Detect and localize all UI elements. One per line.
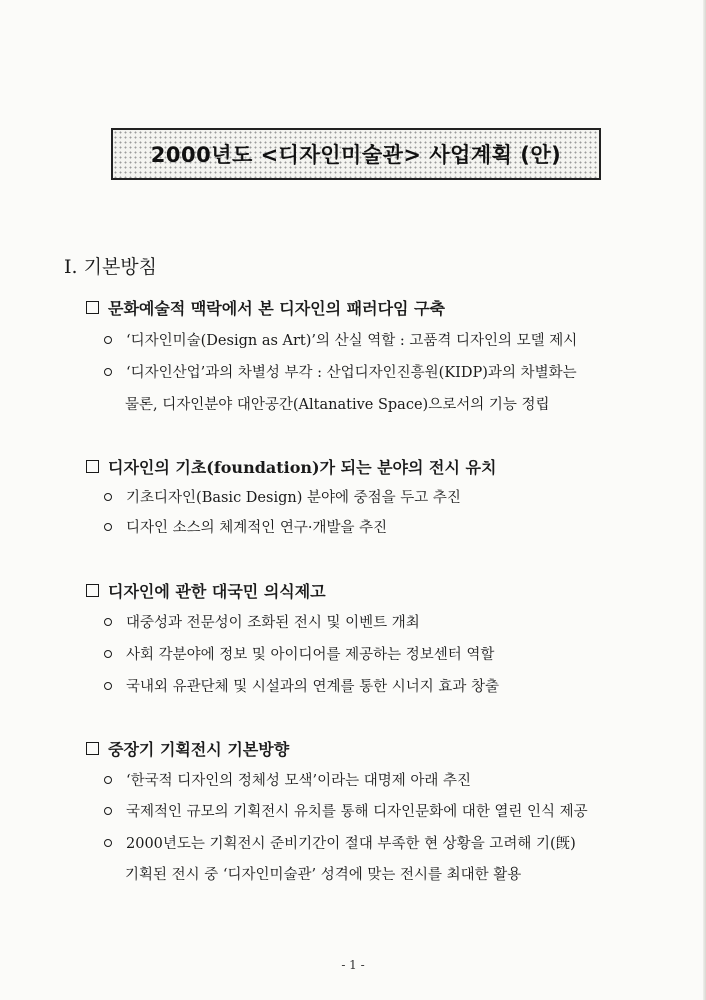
circle-bullet-icon (104, 776, 112, 784)
circle-bullet-icon (104, 368, 112, 376)
group-heading-3 (86, 579, 326, 602)
circle-bullet-icon (104, 618, 112, 626)
checkbox-square-icon (86, 584, 99, 597)
group-heading-1 (86, 296, 445, 319)
circle-bullet-icon (104, 336, 112, 344)
bullet-text: ‘디자인산업’과의 차별성 부각 : 산업디자인진흥원(KIDP)과의 차별화는 (126, 365, 577, 381)
bullet-item (104, 675, 499, 696)
checkbox-square-icon (86, 301, 99, 314)
page-number: - 1 - (341, 958, 365, 972)
bullet-item (104, 329, 577, 350)
bullet-text: 2000년도는 기획전시 준비기간이 절대 부족한 현 상황을 고려해 기(旣) (126, 836, 576, 852)
circle-bullet-icon (104, 682, 112, 690)
group-heading-text: 디자인의 기초(foundation)가 되는 분야의 전시 유치 (108, 458, 497, 477)
bullet-item (104, 486, 461, 507)
bullet-continuation: 물론, 디자인분야 대안공간(Altanative Space)으로서의 기능 정립 (125, 397, 550, 413)
bullet-item (104, 800, 588, 821)
bullet-item (104, 611, 420, 632)
circle-bullet-icon (104, 650, 112, 658)
bullet-item (104, 361, 577, 382)
bullet-text: ‘한국적 디자인의 정체성 모색’이라는 대명제 아래 추진 (126, 773, 472, 789)
bullet-item (104, 832, 576, 853)
circle-bullet-icon (104, 807, 112, 815)
bullet-text: 사회 각분야에 정보 및 아이디어를 제공하는 정보센터 역할 (126, 647, 495, 663)
bullet-text: 국내외 유관단체 및 시설과의 연계를 통한 시너지 효과 창출 (126, 679, 500, 695)
circle-bullet-icon (104, 839, 112, 847)
bullet-item (104, 643, 494, 664)
group-heading-text: 디자인에 관한 대국민 의식제고 (108, 582, 326, 601)
circle-bullet-icon (104, 493, 112, 501)
checkbox-square-icon (86, 460, 99, 473)
bullet-text: 대중성과 전문성이 조화된 전시 및 이벤트 개최 (126, 615, 420, 631)
checkbox-square-icon (86, 742, 99, 755)
section-heading: Ⅰ. 기본방침 (64, 256, 158, 278)
circle-bullet-icon (104, 523, 112, 531)
bullet-continuation: 기획된 전시 중 ‘디자인미술관’ 성격에 맞는 전시를 최대한 활용 (125, 867, 522, 883)
bullet-text: 디자인 소스의 체계적인 연구·개발을 추진 (126, 520, 388, 536)
bullet-item (104, 516, 387, 537)
group-heading-text: 문화예술적 맥락에서 본 디자인의 패러다임 구축 (108, 299, 445, 318)
bullet-item (104, 769, 471, 790)
bullet-text: 국제적인 규모의 기획전시 유치를 통해 디자인문화에 대한 열린 인식 제공 (126, 804, 588, 820)
title-box (111, 128, 601, 180)
bullet-text: ‘디자인미술(Design as Art)’의 산실 역할 : 고품격 디자인의 모델 제시 (126, 333, 578, 349)
group-heading-2 (86, 455, 496, 478)
bullet-text: 기초디자인(Basic Design) 분야에 중점을 두고 추진 (126, 490, 461, 506)
document-title: 2000년도 <디자인미술관> 사업계획 (안) (150, 143, 562, 167)
group-heading-text: 중장기 기획전시 기본방향 (108, 740, 290, 759)
group-heading-4 (86, 737, 289, 760)
